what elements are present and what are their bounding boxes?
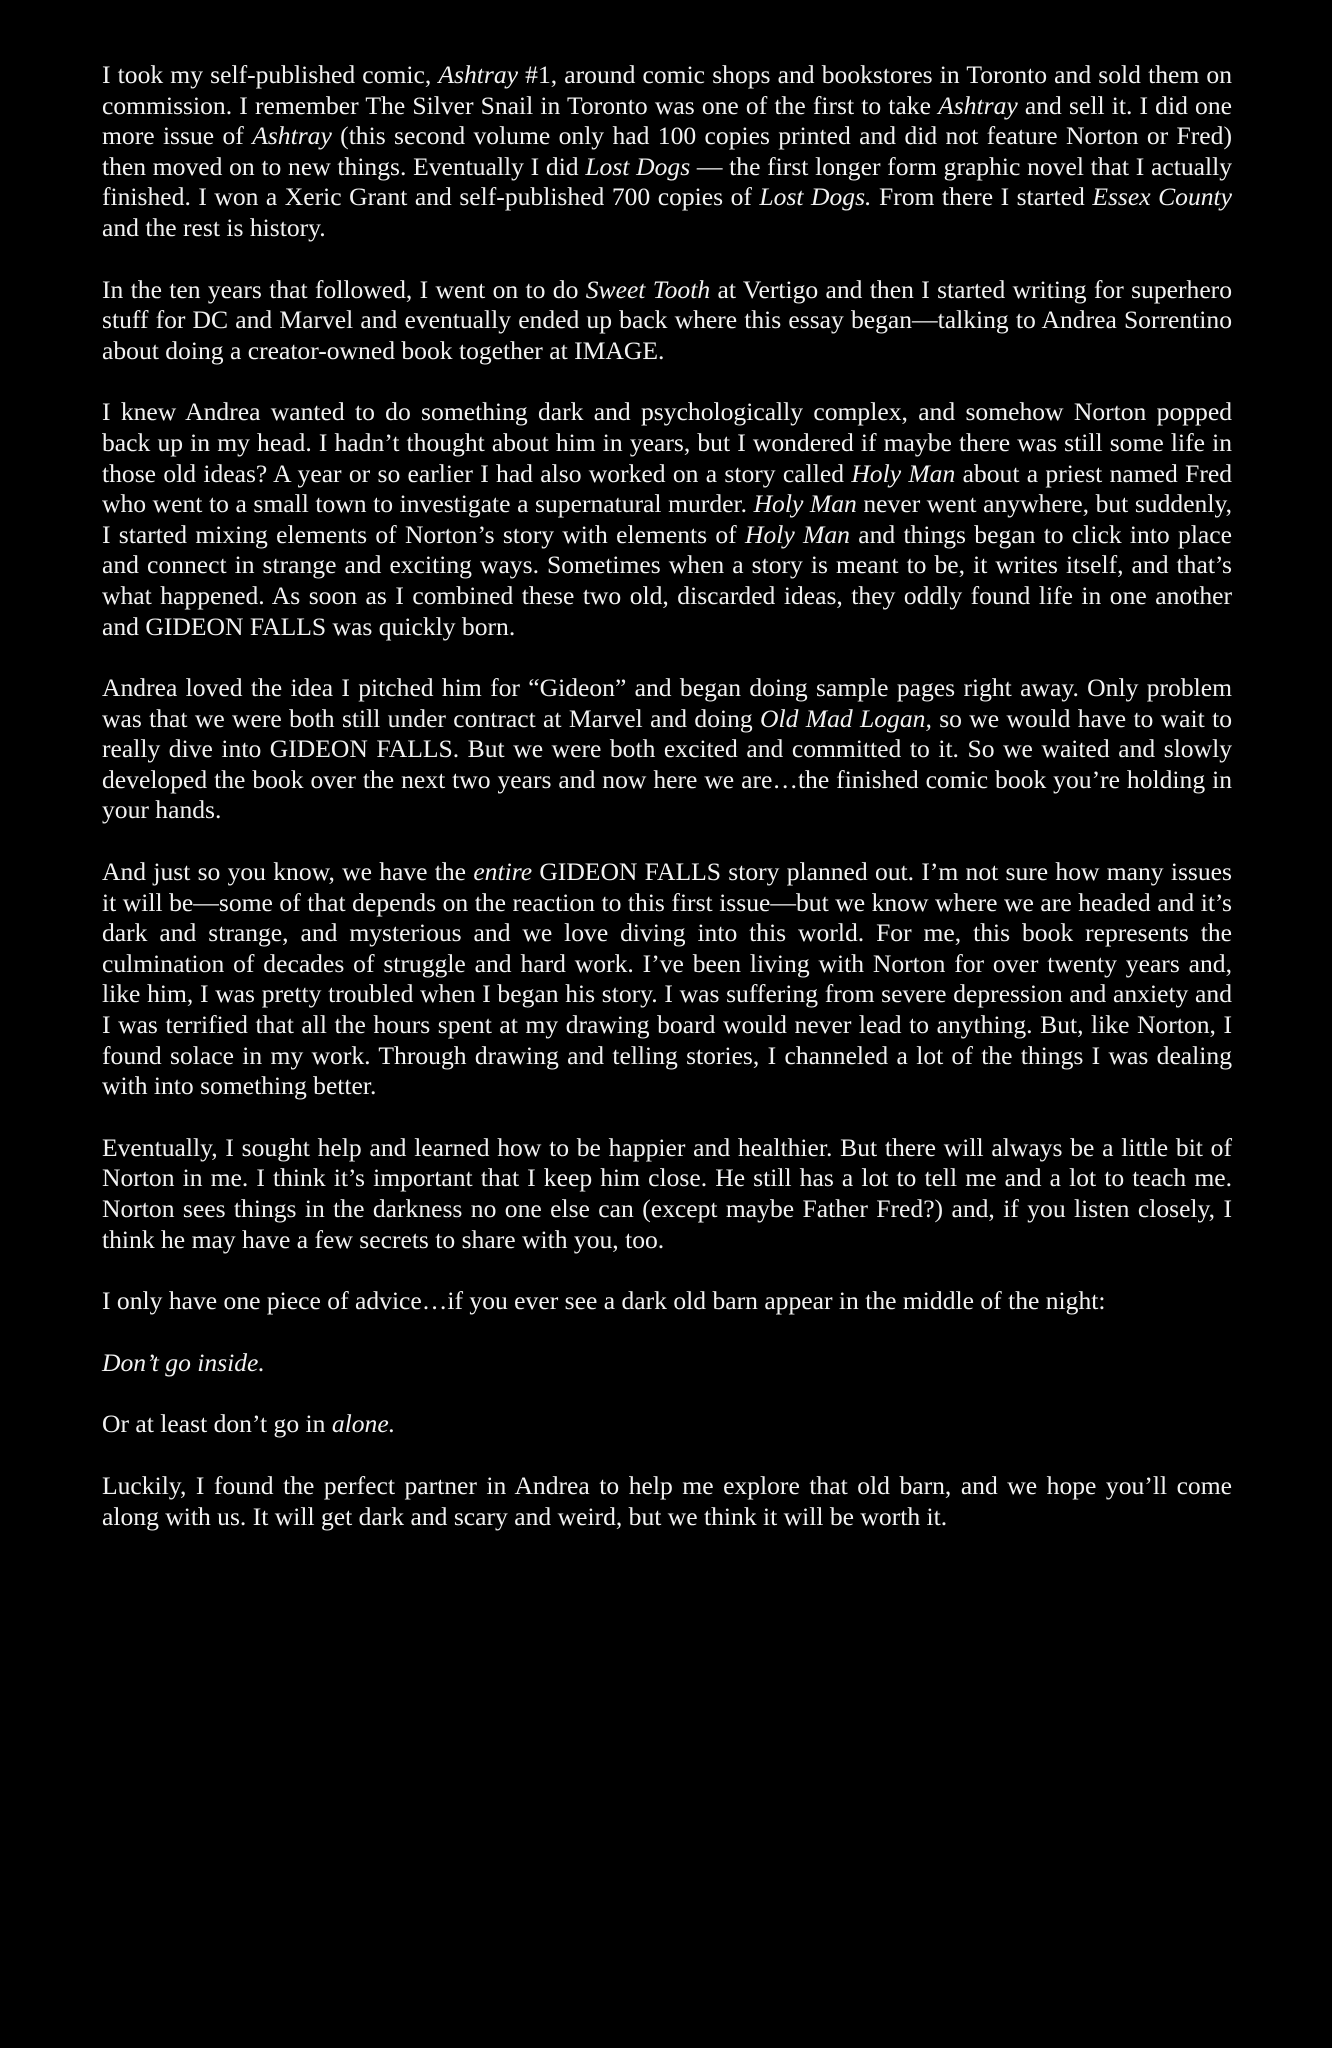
text-run: I took my self-published comic,: [102, 60, 439, 89]
text-run: I knew Andrea wanted to do something dark and psychologically complex, and somehow Norton popped back up in my head. I hadn’t thought about him in years, but I wondered if maybe there was still some life in those old ideas? A year or so earlier I had also worked on a story called: [102, 397, 1232, 488]
text-run: Eventually, I sought help and learned how to be happier and healthier. But there will always be a little bit of Norton in me. I think it’s important that I keep him close. He still has a lot to tell me and a lot to teach me. Norton sees things in the darkness no one else can (except maybe Father Fred?) and, if you listen closely, I think he may have a few secrets to share with you, too.: [102, 1132, 1232, 1254]
text-run: never went anywhere, but suddenly, I started mixing elements of Norton’s story with elements of: [102, 489, 1232, 549]
paragraph: [102, 1133, 1232, 1255]
text-run: and sell it. I did one more issue of: [102, 90, 1233, 151]
text-run: about a priest named Fred who went to a small town to investigate a supernatural murder.: [102, 458, 1232, 519]
essay-page: [102, 60, 1232, 1563]
paragraph: [102, 275, 1232, 367]
text-run: and things began to click into place and connect in strange and exciting ways. Sometimes when a story is meant to be, it writes itself, and that’s what happened. As soon as I combined these two old, discarded ideas, they oddly found life in one another and GIDEON FALLS was quickly born.: [102, 519, 1233, 641]
text-run: and the rest is history.: [102, 212, 326, 242]
text-run: (this second volume only had 100 copies printed and did not feature Norton or Fred) then moved on to new things. Eventually I did: [102, 121, 1232, 181]
paragraph: [102, 397, 1232, 642]
text-run: #1, around comic shops and bookstores in Toronto and sold them on commission. I remember The Silver Snail in Toronto was one of the first to take: [102, 60, 1233, 120]
text-run: In the ten years that followed, I went on to do: [102, 274, 586, 304]
text-run: Andrea loved the idea I pitched him for “Gideon” and began doing sample pages right away. Only problem was that we were both still under contract at Marvel and doing: [102, 673, 1232, 733]
paragraph: [102, 1286, 1232, 1317]
paragraph: [102, 1471, 1232, 1532]
italic-text: Old Mad Logan,: [760, 703, 932, 733]
text-run: Or at least don’t go in: [102, 1409, 332, 1439]
paragraph: [102, 1348, 1232, 1379]
text-run: From there I started: [871, 182, 1093, 212]
italic-text: Holy Man: [744, 519, 850, 549]
italic-text: alone.: [331, 1409, 396, 1439]
italic-text: Ashtray: [252, 121, 332, 151]
italic-text: Ashtray: [938, 90, 1018, 120]
italic-text: Essex County: [1092, 182, 1233, 212]
italic-text: entire: [473, 857, 533, 887]
text-run: so we would have to wait to really dive into GIDEON FALLS. But we were both excited and committed to it. So we waited and slowly developed the book over the next two years and now here we are…the finished comic book you’re holding in your hands.: [102, 703, 1233, 825]
text-run: And just so you know, we have the: [102, 857, 474, 887]
italic-text: Lost Dogs: [585, 151, 691, 181]
paragraph: [102, 60, 1232, 244]
text-run: GIDEON FALLS story planned out. I’m not sure how many issues it will be—some of that depends on the reaction to this first issue—but we know where we are headed and it’s dark and strange, and mysterious and we love diving into this world. For me, this book represents the culmination of decades of struggle and hard work. I’ve been living with Norton for over twenty years and, like him, I was pretty troubled when I began his story. I was suffering from severe depression and anxiety and I was terrified that all the hours spent at my drawing board would never lead to anything. But, like Norton, I found solace in my work. Through drawing and telling stories, I channeled a lot of the things I was dealing with into something better.: [102, 857, 1232, 1101]
text-run: I only have one piece of advice…if you ever see a dark old barn appear in the middle of the night:: [102, 1286, 1106, 1316]
italic-text: Don’t go inside.: [102, 1347, 265, 1377]
italic-text: Lost Dogs.: [759, 182, 872, 212]
paragraph: [102, 857, 1232, 1102]
text-run: at Vertigo and then I started writing for superhero stuff for DC and Marvel and eventually ended up back where this essay began—talking to Andrea Sorrentino about doing a creator-owned book together at IMAGE.: [102, 274, 1233, 365]
paragraph: [102, 1409, 1232, 1440]
italic-text: Ashtray: [438, 60, 519, 89]
text-run: Luckily, I found the perfect partner in Andrea to help me explore that old barn, and we hope you’ll come along with us. It will get dark and scary and weird, but we think it will be worth it.: [102, 1470, 1232, 1531]
italic-text: Holy Man: [851, 458, 956, 488]
paragraph: [102, 673, 1232, 826]
italic-text: Sweet Tooth: [585, 274, 711, 304]
italic-text: Holy Man: [753, 489, 857, 519]
text-run: — the first longer form graphic novel that I actually finished. I won a Xeric Grant and self-published 700 copies of: [102, 151, 1232, 212]
